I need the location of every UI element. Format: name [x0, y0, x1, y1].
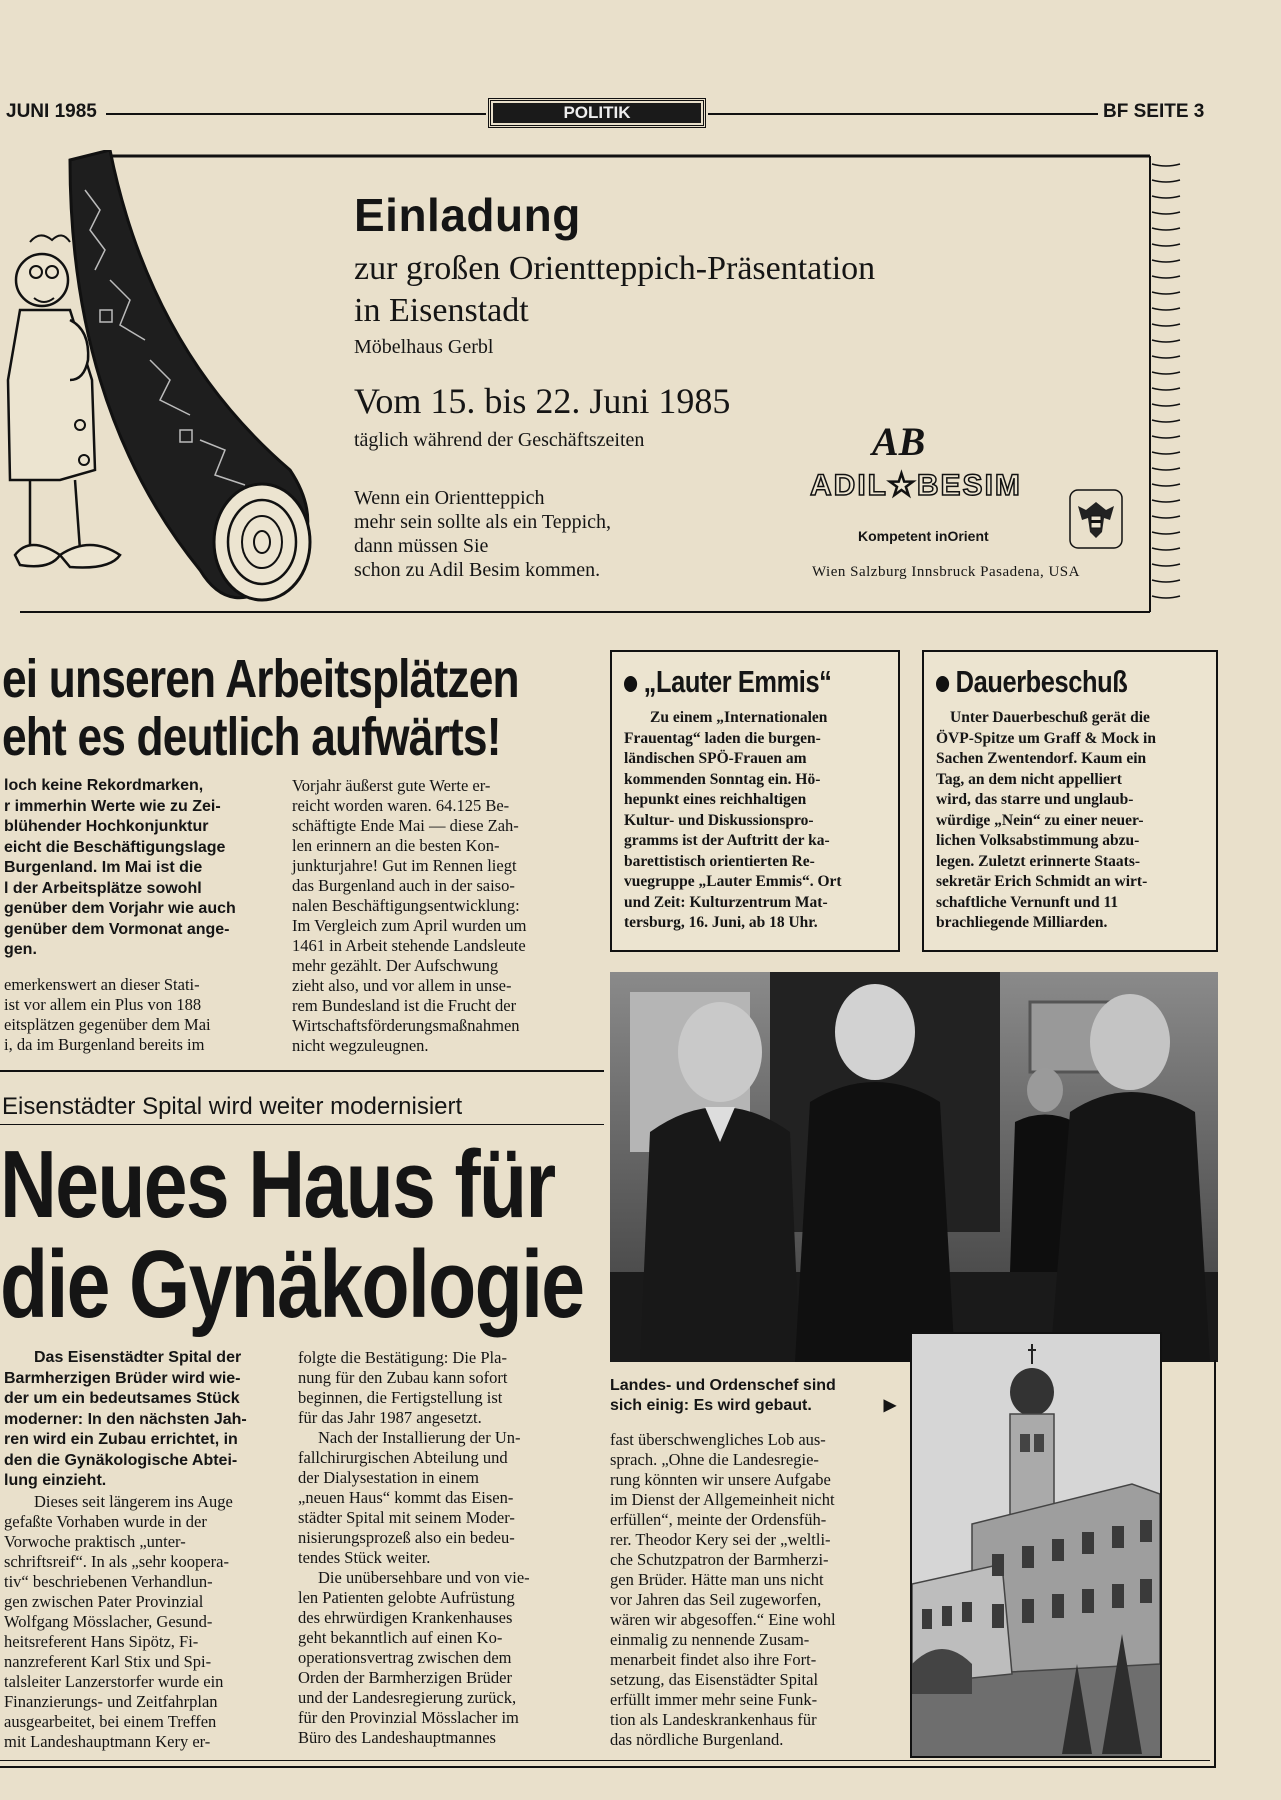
story1-column-1	[4, 975, 272, 1055]
text-line: Wolfgang Mösslacher, Gesund-	[4, 1612, 213, 1631]
text-line: i, da im Burgenland bereits im	[4, 1035, 205, 1054]
text-line: schäftigte Ende Mai — diese Zah-	[292, 816, 519, 835]
text-line: brachliegende Milliarden.	[936, 914, 1108, 931]
carpet-ad	[0, 150, 1190, 620]
text-line: Büro des Landeshauptmannes	[298, 1728, 496, 1747]
text-line: ausgearbeitet, bei einem Treffen	[4, 1712, 217, 1731]
text-line: loch keine Rekordmarken,	[4, 777, 204, 794]
text-line: menarbeit findet also ihre Fort-	[610, 1650, 817, 1669]
text-line: Zu einem „Internationalen	[650, 709, 828, 726]
caption-text: sich einig: Es wird gebaut.	[610, 1397, 812, 1414]
text-line: erfüllt immer mehr seine Funk-	[610, 1690, 818, 1709]
caption-last-line	[610, 1396, 896, 1416]
story2-lead	[4, 1348, 282, 1492]
header-rule-right	[708, 113, 1098, 115]
page-frame-bottom-inner	[0, 1760, 1210, 1761]
issue-date: JUNI 1985	[6, 101, 97, 122]
ad-dates: Vom 15. bis 22. Juni 1985	[354, 381, 731, 421]
text-line: rer. Theodor Kery sei der „weltli-	[610, 1530, 831, 1549]
text-line: städter Spital mit seinem Moder-	[298, 1508, 515, 1527]
story2-column-2	[298, 1348, 584, 1748]
text-line: hepunkt eines reichhaltigen	[624, 791, 807, 808]
text-line: gen.	[4, 941, 37, 958]
text-line: genüber dem Vormonat ange-	[4, 920, 230, 938]
text-line: Finanzierungs- und Zeitfahrplan	[4, 1692, 218, 1711]
text-line: nicht wegzuleugnen.	[292, 1036, 429, 1055]
header-rule-left	[106, 113, 486, 115]
text-line: Die unübersehbare und von vie-	[318, 1568, 530, 1587]
text-line: Landes- und Ordenschef sind	[610, 1377, 836, 1394]
text-line: Tag, an dem nicht appelliert	[936, 770, 1122, 788]
text-line: tersburg, 16. Juni, ab 18 Uhr.	[624, 914, 818, 931]
brand-logo-name: ADIL★BESIM	[810, 469, 1022, 502]
text-line: eicht die Beschäftigungslage	[4, 838, 226, 856]
text-line: ist vor allem ein Plus von 188	[4, 995, 202, 1014]
photo-officials	[610, 972, 1218, 1362]
text-line: nisierungsprozeß also ein bedeu-	[298, 1528, 515, 1547]
text-line: nung für den Zubau kann sofort	[298, 1368, 508, 1387]
story2-column-3	[610, 1430, 892, 1750]
text-line: für das Jahr 1987 angesetzt.	[298, 1408, 482, 1427]
text-line: moderner: In den nächsten Jah-	[4, 1410, 247, 1428]
austrian-eagle-crest-icon	[1068, 488, 1124, 550]
text-line: Frauentag“ laden die burgen-	[624, 729, 821, 747]
text-line: einmalig zu nennende Zusam-	[610, 1630, 810, 1649]
photo-hospital	[910, 1332, 1162, 1758]
box-title-text: „Lauter Emmis“	[643, 664, 832, 699]
text-line: legen. Zuletzt erinnerte Staats-	[936, 852, 1141, 870]
brand-logo-initials: AB	[872, 419, 926, 464]
text-line: Vorjahr äußerst gute Werte er-	[292, 776, 491, 795]
text-line: und der Landesregierung zurück,	[298, 1688, 517, 1707]
text-line: Wirtschaftsförderungsmaßnahmen	[292, 1016, 520, 1035]
text-line: 1461 in Arbeit stehende Landsleute	[292, 936, 526, 955]
text-line: setzung, das Eisenstädter Spital	[610, 1670, 819, 1689]
text-line: beginnen, die Fertigstellung ist	[298, 1388, 503, 1407]
text-line: schriftsreif“. In als „sehr koopera-	[4, 1552, 229, 1571]
text-line: len erinnern an die besten Kon-	[292, 836, 500, 855]
text-line: den die Gynäkologische Abtei-	[4, 1451, 238, 1469]
text-line: das Burgenland auch in der saiso-	[292, 876, 515, 895]
text-line: der Dialysestation in einem	[298, 1468, 479, 1487]
text-line: Kultur- und Diskussionspro-	[624, 811, 814, 829]
story1-lead	[4, 776, 272, 961]
text-line: tion als Landeskrankenhaus für	[610, 1710, 817, 1729]
text-line: fallchirurgischen Abteilung und	[298, 1448, 508, 1467]
text-line: Burgenland. Im Mai ist die	[4, 859, 203, 876]
ad-slogan-line: Wenn ein Orientteppich	[354, 487, 545, 509]
ad-hours: täglich während der Geschäftszeiten	[354, 429, 645, 451]
text-line: emerkenswert an dieser Stati-	[4, 975, 200, 994]
text-line: tendes Stück weiter.	[298, 1548, 431, 1567]
brand-tagline: Kompetent inOrient	[858, 528, 989, 544]
text-line: Nach der Installierung der Un-	[318, 1428, 521, 1447]
story2-headline-line: die Gynäkologie	[0, 1231, 584, 1338]
story-divider	[0, 1070, 604, 1072]
story1-headline-line: eht es deutlich aufwärts!	[2, 707, 501, 767]
text-line: und Zeit: Kulturzentrum Mat-	[624, 893, 828, 911]
story2-kicker-rule	[0, 1124, 604, 1125]
text-line: operationsvertrag zwischen dem	[298, 1648, 512, 1667]
text-line: heitsreferent Hans Sipötz, Fi-	[4, 1632, 199, 1651]
story2-headline-line: Neues Haus für	[0, 1131, 555, 1238]
text-line: Unter Dauerbeschuß gerät die	[950, 709, 1150, 726]
text-line: l der Arbeitsplätze sowohl	[4, 879, 202, 897]
text-line: lung einzieht.	[4, 1472, 107, 1489]
section-title: POLITIK	[493, 103, 701, 123]
text-line: wird, das starre und unglaub-	[936, 791, 1134, 808]
bullet-icon	[936, 676, 949, 692]
text-line: tiv“ beschriebenen Verhandlun-	[4, 1572, 213, 1591]
brand-locations: Wien Salzburg Innsbruck Pasadena, USA	[812, 564, 1080, 580]
text-line: nanzreferent Karl Stix und Spi-	[4, 1652, 212, 1671]
ad-slogan-line: mehr sein sollte als ein Teppich,	[354, 511, 612, 533]
text-line: der um ein bedeutsames Stück	[4, 1390, 240, 1407]
text-line: Im Vergleich zum April wurden um	[292, 916, 527, 935]
text-line: kommenden Sonntag ein. Hö-	[624, 770, 821, 788]
photo-caption	[610, 1376, 896, 1416]
text-line: r immerhin Werte wie zu Zei-	[4, 797, 221, 815]
text-line: gramms ist der Auftritt der ka-	[624, 832, 830, 849]
text-line: geht bekanntlich auf einen Ko-	[298, 1628, 503, 1647]
box-dauerbeschuss	[922, 650, 1218, 952]
ad-venue: Möbelhaus Gerbl	[354, 336, 494, 358]
text-line: blühender Hochkonjunktur	[4, 818, 209, 835]
box-dauerbeschuss-title	[936, 664, 1156, 700]
story2-column-1	[4, 1492, 282, 1752]
text-line: Das Eisenstädter Spital der	[34, 1349, 242, 1366]
text-line: des ehrwürdigen Krankenhauses	[298, 1608, 513, 1627]
text-line: das nördliche Burgenland.	[610, 1730, 784, 1749]
rolled-carpet-illustration	[0, 150, 320, 620]
text-line: folgte die Bestätigung: Die Pla-	[298, 1348, 507, 1367]
text-line: Barmherzigen Brüder wird wie-	[4, 1369, 241, 1387]
text-line: vor Jahren das Seil zugeworfen,	[610, 1590, 822, 1609]
story2-kicker: Eisenstädter Spital wird weiter modernisiert	[2, 1093, 463, 1120]
text-line: rem Bundesland ist die Frucht der	[292, 996, 517, 1015]
section-label	[488, 98, 706, 128]
text-line: Sachen Zwentendorf. Kaum ein	[936, 750, 1147, 767]
text-line: barettistisch orientierten Re-	[624, 852, 815, 870]
box-lauter-emmis-body	[624, 708, 886, 934]
text-line: mehr gezählt. Der Aufschwung	[292, 956, 499, 975]
text-line: eitsplätzen gegenüber dem Mai	[4, 1015, 211, 1034]
photo-officials-image	[610, 972, 1218, 1362]
text-line: gefaßte Vorhaben wurde in der	[4, 1512, 207, 1531]
ad-slogan	[354, 486, 611, 582]
text-line: für den Provinzial Mösslacher im	[298, 1708, 519, 1727]
page-frame-right	[1214, 1360, 1216, 1768]
text-line: talsleiter Lanzerstorfer wurde ein	[4, 1672, 224, 1691]
text-line: sprach. „Ohne die Landesregie-	[610, 1450, 819, 1469]
text-line: zieht also, und vor allem in unse-	[292, 976, 512, 995]
box-dauerbeschuss-body	[936, 708, 1204, 934]
text-line: junkturjahre! Gut im Rennen liegt	[292, 856, 517, 875]
ad-line-1: zur großen Orientteppich-Präsentation	[354, 250, 876, 287]
text-line: „neuen Haus“ kommt das Eisen-	[298, 1488, 514, 1507]
ad-line-2: in Eisenstadt	[354, 292, 529, 329]
text-line: lichen Volksabstimmung abzu-	[936, 832, 1140, 849]
text-line: che Schutzpatron der Barmherzi-	[610, 1550, 829, 1569]
text-line: nalen Beschäftigungsentwicklung:	[292, 896, 520, 915]
text-line: fast überschwengliches Lob aus-	[610, 1430, 826, 1449]
bullet-icon	[624, 676, 637, 692]
ad-title: Einladung	[354, 189, 581, 241]
page-frame-bottom	[0, 1766, 1216, 1768]
story1-headline-line: ei unseren Arbeitsplätzen	[2, 649, 519, 709]
text-line: sekretär Erich Schmidt an wirt-	[936, 873, 1148, 890]
ad-slogan-line: dann müssen Sie	[354, 535, 489, 557]
text-line: rung könnten wir unsere Aufgabe	[610, 1470, 831, 1489]
text-line: Dieses seit längerem ins Auge	[34, 1492, 233, 1511]
box-lauter-emmis	[610, 650, 900, 952]
text-line: vuegruppe „Lauter Emmis“. Ort	[624, 873, 842, 890]
box-title-text: Dauerbeschuß	[955, 664, 1128, 699]
text-line: Vorwoche praktisch „unter-	[4, 1532, 186, 1551]
text-line: ren wird ein Zubau errichtet, in	[4, 1431, 238, 1448]
text-line: würdige „Nein“ zu einer neuer-	[936, 811, 1144, 829]
text-line: erfüllen“, meinte der Ordensfüh-	[610, 1510, 827, 1529]
text-line: reicht worden waren. 64.125 Be-	[292, 796, 510, 815]
arrow-right-icon: ▶	[883, 1397, 896, 1414]
text-line: genüber dem Vorjahr wie auch	[4, 900, 236, 917]
text-line: mit Landeshauptmann Kery er-	[4, 1732, 211, 1751]
text-line: schaftliche Vernunft und 11	[936, 893, 1119, 911]
story1-column-2	[292, 776, 588, 1056]
text-line: gen zwischen Pater Provinzial	[4, 1592, 204, 1611]
text-line: gen Brüder. Hätte man uns nicht	[610, 1570, 824, 1589]
text-line: im Dienst der Allgemeinheit nicht	[610, 1490, 835, 1509]
text-line: wären wir abgesoffen.“ Eine wohl	[610, 1610, 836, 1629]
text-line: len Patienten gelobte Aufrüstung	[298, 1588, 515, 1607]
text-line: Orden der Barmherzigen Brüder	[298, 1668, 512, 1687]
box-lauter-emmis-title	[624, 664, 839, 700]
photo-hospital-image	[912, 1334, 1160, 1756]
page-number: BF SEITE 3	[1103, 101, 1205, 122]
text-line: ländischen SPÖ-Frauen am	[624, 750, 807, 767]
text-line: ÖVP-Spitze um Graff & Mock in	[936, 729, 1156, 747]
ad-slogan-line: schon zu Adil Besim kommen.	[354, 559, 601, 581]
